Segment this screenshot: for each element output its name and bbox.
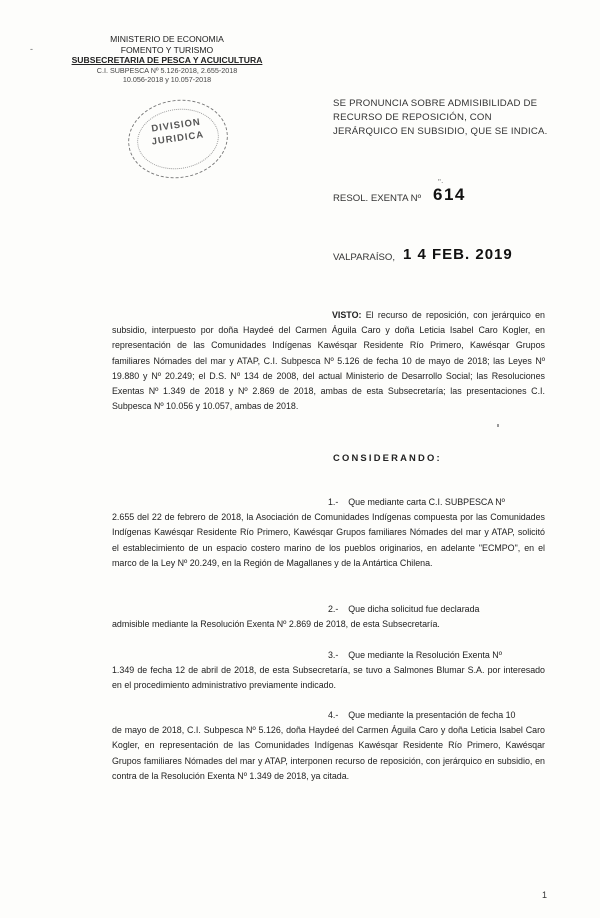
- file-reference-1: C.I. SUBPESCA Nº 5.126-2018, 2.655-2018: [96, 65, 238, 75]
- visto-paragraph: [112, 308, 545, 414]
- letterhead: [62, 34, 272, 84]
- item-2-number: 2.-: [328, 604, 339, 614]
- resolution-subject: SE PRONUNCIA SOBRE ADMISIBILIDAD DE RECURSO DE REPOSICIÓN, CON JERÁRQUICO EN SUBSIDIO, QUE SE INDICA.: [333, 98, 548, 137]
- item-1-text: 2.655 del 22 de febrero de 2018, la Asociación de Comunidades Indígenas compuesta por las Comunidades Indígenas Kawésqar Residente Río Primero, Kawésqar Grupos familiares Nómades del mar y ATAP, solicitó el establecimiento de un espacio costero marino de los pueblos originarios, en adelante "ECMPO", en el marco de la Ley Nº 20.249, en la Región de Magallanes y de la Antártica Chilena.: [112, 512, 545, 568]
- item-4-lead: Que mediante la presentación de fecha 10: [348, 710, 516, 720]
- undersecretariat-name: SUBSECRETARIA DE PESCA Y ACUICULTURA: [71, 55, 263, 65]
- item-4-first-line: [112, 708, 545, 723]
- item-1-number: 1.-: [328, 497, 339, 507]
- item-2-first-line: [112, 602, 545, 617]
- item-1-lead: Que mediante carta C.I. SUBPESCA Nº: [348, 497, 505, 507]
- item-3-first-line: [112, 648, 545, 663]
- visto-indent: [112, 310, 332, 320]
- margin-mark: -: [30, 44, 33, 54]
- resolution-number: 614: [433, 185, 466, 204]
- file-reference-2: 10.056-2018 y 10.057-2018: [122, 74, 212, 84]
- legal-division-stamp: [123, 93, 233, 184]
- considerando-item-2: [112, 602, 545, 632]
- page-number: 1: [542, 890, 548, 900]
- item-3-number: 3.-: [328, 650, 339, 660]
- item-3-lead: Que mediante la Resolución Exenta Nº: [348, 650, 502, 660]
- item-2-text: admisible mediante la Resolución Exenta Nº 2.869 de 2018, de esta Subsecretaría.: [112, 619, 440, 630]
- considerando-heading: CONSIDERANDO:: [333, 452, 442, 463]
- ministry-name: MINISTERIO DE ECONOMIA: [110, 34, 224, 44]
- scan-speck: [497, 424, 499, 427]
- item-2-lead: Que dicha solicitud fue declarada: [348, 604, 480, 614]
- resolution-date-stamp: 1 4 FEB. 2019: [403, 246, 513, 263]
- stamp-line-2: JURIDICA: [150, 129, 205, 148]
- item-4-text: de mayo de 2018, C.I. Subpesca Nº 5.126, doña Haydeé del Carmen Águila Caro y doña Leticia Isabel Caro Kogler, en representación de las Comunidades Indígenas Kawésqar Residente Río Primero, Kawésqar Grupos familiares Nómades del mar y ATAP, interponen recurso de reposición, con jerárquico en subsidio, en contra de la Resolución Exenta Nº 1.349 de 2018, ya citada.: [112, 725, 545, 781]
- resolution-label: RESOL. EXENTA Nº: [333, 193, 422, 204]
- visto-label: VISTO:: [332, 310, 362, 320]
- handwritten-tick: "·: [438, 178, 444, 187]
- visto-text: El recurso de reposición, con jerárquico en subsidio, interpuesto por doña Haydeé del Carmen Águila Caro y doña Leticia Isabel Caro Kogler, en representación de las Comunidades Indígenas Kawésqar Residente Río Primero, Kawésqar Grupos familiares Nómades del mar y ATAP, C.I. Subpesca Nº 5.126 de fecha 10 de mayo de 2018; las Leyes Nº 19.880 y Nº 20.249; el D.S. Nº 134 de 2008, del actual Ministerio de Desarrollo Social; las Resoluciones Exentas Nº 1.349 de 2018 y Nº 2.869 de 2018, ambas de esta Subsecretaría; las presentaciones C.I. Subpesca Nº 10.056 y 10.057, ambas de 2018.: [112, 310, 545, 412]
- considerando-item-4: [112, 708, 545, 784]
- item-3-text: 1.349 de fecha 12 de abril de 2018, de esta Subsecretaría, se tuvo a Salmones Blumar S.A. por interesado en el procedimiento administrativo previamente indicado.: [112, 665, 545, 691]
- city-label: VALPARAÍSO,: [333, 252, 396, 263]
- item-1-first-line: [112, 495, 545, 510]
- item-4-number: 4.-: [328, 710, 339, 720]
- considerando-item-1: [112, 495, 545, 571]
- ministry-subtitle: FOMENTO Y TURISMO: [120, 44, 214, 55]
- considerando-item-3: [112, 648, 545, 694]
- stamp-line-1: DIVISION: [150, 116, 202, 135]
